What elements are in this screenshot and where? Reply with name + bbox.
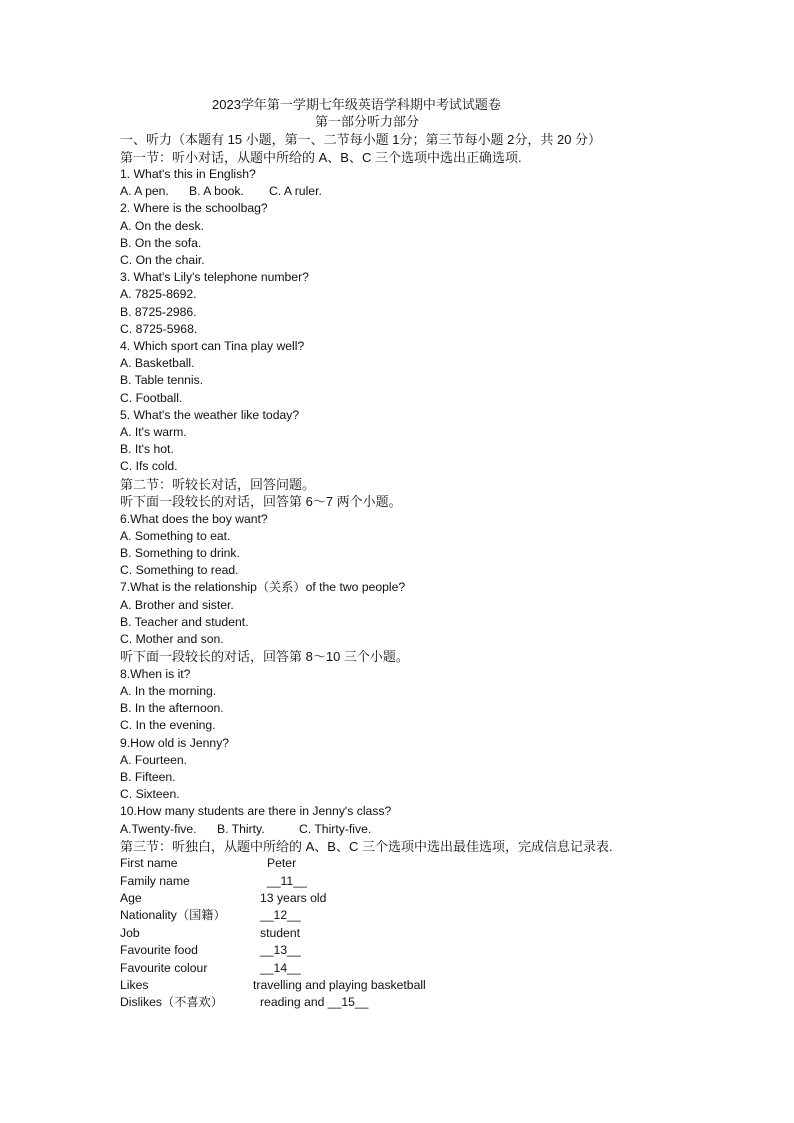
q10-option-a: A.Twenty-five.	[120, 821, 197, 836]
exam-page	[120, 96, 680, 1012]
q9-option-a: A. Fourteen.	[120, 752, 188, 767]
q3-option-a: A. 7825-8692.	[120, 287, 197, 302]
q5-option-c: C. Ifs cold.	[120, 459, 178, 474]
record-value: student	[260, 925, 300, 940]
q6-option-c: C. Something to read.	[120, 563, 239, 578]
question-7: 7.What is the relationship（关系）of the two people?	[120, 580, 406, 595]
q6-option-a: A. Something to eat.	[120, 528, 231, 543]
record-label: Age	[120, 891, 142, 906]
q3-option-b: B. 8725-2986.	[120, 304, 197, 319]
record-label: Favourite food	[120, 943, 198, 958]
q5-option-b: B. It's hot.	[120, 442, 174, 457]
record-value: __13__	[260, 943, 301, 958]
record-row	[120, 942, 680, 959]
record-value: reading and __15__	[260, 995, 369, 1010]
q7-option-b: B. Teacher and student.	[120, 614, 249, 629]
record-label: First name	[120, 856, 178, 871]
q7-option-a: A. Brother and sister.	[120, 597, 234, 612]
record-value: __11__	[267, 873, 307, 888]
record-value: __14__	[260, 960, 301, 975]
q2-option-a: A. On the desk.	[120, 218, 205, 233]
q4-option-b: B. Table tennis.	[120, 373, 204, 388]
question-5: 5. What's the weather like today?	[120, 407, 300, 422]
question-4: 4. Which sport can Tina play well?	[120, 339, 305, 354]
record-label: Job	[120, 925, 140, 940]
q9-option-c: C. Sixteen.	[120, 787, 180, 802]
q6-option-b: B. Something to drink.	[120, 546, 240, 561]
q10-option-c: C. Thirty-five.	[299, 821, 372, 836]
record-value: travelling and playing basketball	[253, 978, 426, 993]
q2-option-b: B. On the sofa.	[120, 235, 202, 250]
record-row	[120, 890, 680, 907]
q8-option-b: B. In the afternoon.	[120, 701, 224, 716]
question-10: 10.How many students are there in Jenny's class?	[120, 804, 392, 819]
record-label: Nationality（国籍）	[120, 908, 226, 923]
record-row	[120, 994, 680, 1011]
q9-option-b: B. Fifteen.	[120, 770, 176, 784]
q10-option-b: B. Thirty.	[217, 821, 265, 836]
record-value: Peter	[267, 856, 297, 871]
question-10-options	[120, 821, 680, 838]
record-row	[120, 977, 680, 994]
info-record-table	[120, 855, 680, 1012]
record-label: Dislikes（不喜欢）	[120, 995, 223, 1010]
q4-option-a: A. Basketball.	[120, 356, 195, 371]
q8-option-c: C. In the evening.	[120, 718, 216, 733]
q5-option-a: A. It's warm.	[120, 425, 187, 440]
record-value: 13 years old	[260, 891, 327, 906]
q3-option-c: C. 8725-5968.	[120, 321, 198, 336]
question-2: 2. Where is the schoolbag?	[120, 201, 268, 216]
section2-intro-1: 听下面一段较长的对话，回答第 6～7 两个小题。	[120, 494, 402, 510]
record-row	[120, 960, 680, 977]
question-3: 3. What's Lily's telephone number?	[120, 270, 309, 285]
record-row	[120, 855, 680, 872]
q2-option-c: C. On the chair.	[120, 253, 205, 268]
part1-header: 一、听力（本题有 15 小题，第一、二节每小题 1分；第三节每小题 2分，共 20 分）	[120, 132, 602, 147]
record-label: Family name	[120, 873, 190, 888]
q1-option-a: A. A pen.	[120, 184, 169, 199]
record-row	[120, 873, 680, 890]
record-label: Favourite colour	[120, 960, 208, 975]
question-6: 6.What does the boy want?	[120, 511, 268, 526]
q7-option-c: C. Mother and son.	[120, 632, 224, 647]
section3-header: 第三节：听独白，从题中所给的 A、B、C 三个选项中选出最佳选项，完成信息记录表.	[120, 838, 613, 854]
question-9: 9.How old is Jenny?	[120, 735, 230, 750]
q1-option-c: C. A ruler.	[269, 184, 322, 199]
q1-option-b: B. A book.	[189, 184, 244, 199]
record-label: Likes	[120, 978, 149, 993]
exam-subtitle: 第一部分听力部分	[315, 114, 420, 129]
section2-header: 第二节：听较长对话，回答问题。	[120, 476, 316, 492]
question-8: 8.When is it?	[120, 666, 191, 681]
section1-header: 第一节：听小对话，从题中所给的 A、B、C 三个选项中选出正确选项.	[120, 149, 522, 165]
record-row	[120, 925, 680, 942]
q8-option-a: A. In the morning.	[120, 683, 217, 698]
record-row	[120, 907, 680, 924]
question-1-options	[120, 183, 680, 200]
question-1: 1. What's this in English?	[120, 167, 256, 181]
exam-title: 2023学年第一学期七年级英语学科期中考试试题卷	[212, 97, 501, 112]
record-value: __12__	[260, 908, 301, 923]
section2-intro-2: 听下面一段较长的对话，回答第 8～10 三个小题。	[120, 649, 409, 665]
q4-option-c: C. Football.	[120, 390, 183, 405]
